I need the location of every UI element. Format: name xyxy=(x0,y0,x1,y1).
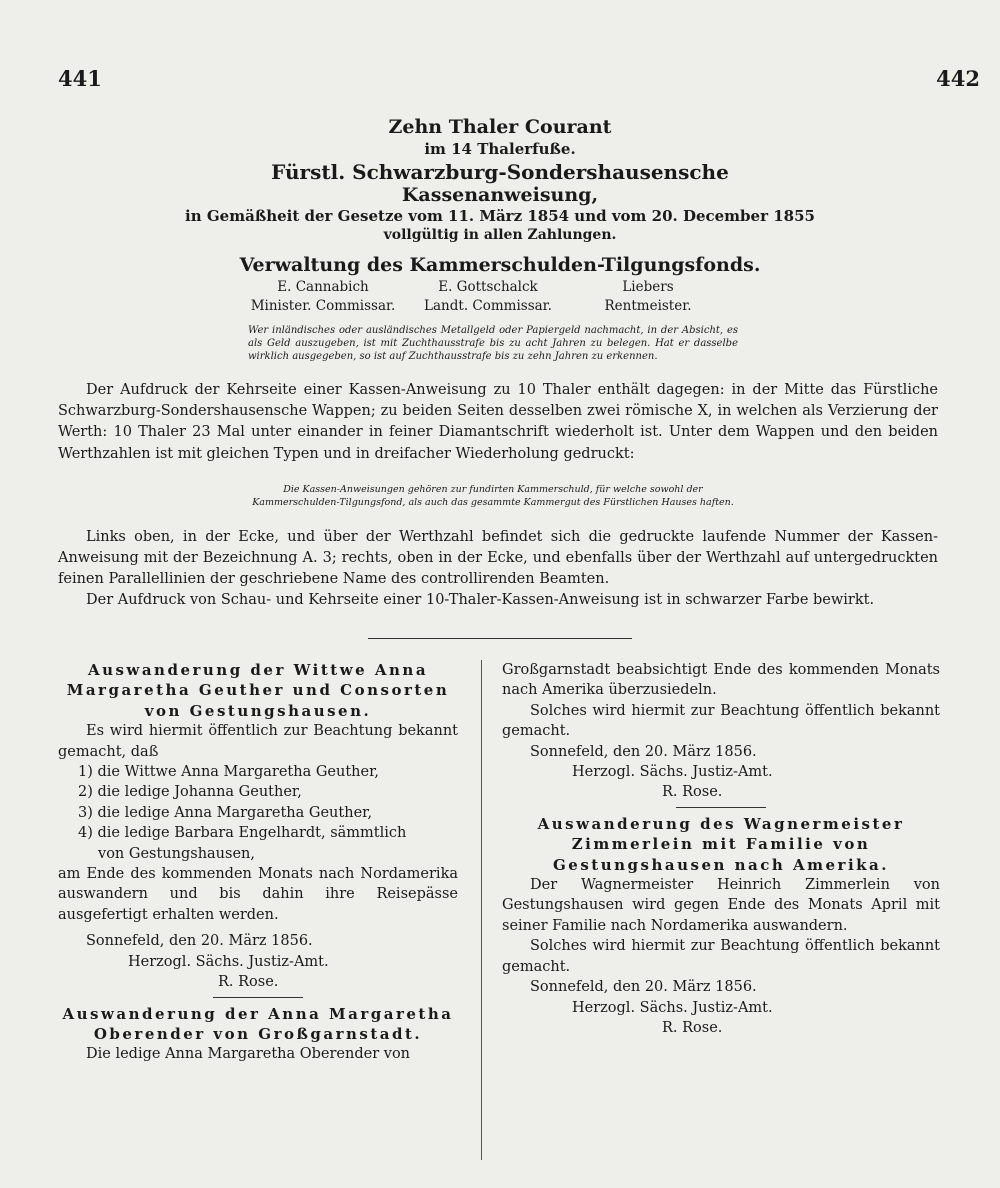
notice-body: Die ledige Anna Margaretha Oberender von xyxy=(86,1046,411,1063)
guarantee-note: Die Kassen-Anweisungen gehören zur fundirten Kammerschuld, für welche sowohl der Kammerschulden-Tilgungsfond, als auch das gesammte Kammergut des Fürstlichen Hauses haften. xyxy=(252,484,734,508)
list-item: 4) die ledige Barbara Engelhardt, sämmtlich xyxy=(78,825,407,842)
official-name: E. Cannabich xyxy=(277,279,369,295)
official-name: E. Gottschalck xyxy=(438,279,538,295)
left-column xyxy=(58,660,458,1065)
paragraph-reverse-side: Der Aufdruck der Kehrseite einer Kassen-Anweisung zu 10 Thaler enthält dagegen: in der Mitte das Fürstliche Schwarzburg-Sondershausensche Wappen; zu beiden Seiten desselben zwei römische X, in welchen als Verzierung der Werth: 10 Thaler 23 Mal unter einander in feiner Diamantschrift wiederholt ist. Unter dem Wappen und den beiden Werthzahlen ist mit gleichen Typen und in dreifacher Wiederholung gedruckt: xyxy=(58,382,938,462)
list-item: 1) die Wittwe Anna Margaretha Geuther, xyxy=(78,764,380,781)
notice-body: am Ende des kommenden Monats nach Nordamerika auswandern und bis dahin ihre Reisepässe ausgefertigt erhalten werden. xyxy=(58,866,458,923)
header-line-1: Zehn Thaler Courant xyxy=(388,116,612,138)
official-title: Landt. Commissar. xyxy=(424,298,552,314)
notice-announcement: Solches wird hiermit zur Beachtung öffentlich bekannt gemacht. xyxy=(502,702,940,740)
notice-heading: Auswanderung der Anna Margaretha Oberender von Großgarnstadt. xyxy=(62,1004,454,1043)
office-name: Herzogl. Sächs. Justiz-Amt. xyxy=(572,999,773,1016)
official-3 xyxy=(578,278,718,316)
signature: R. Rose. xyxy=(662,784,723,801)
right-column xyxy=(502,660,940,1038)
signature: R. Rose. xyxy=(662,1019,723,1036)
official-name: Liebers xyxy=(622,279,674,295)
official-title: Rentmeister. xyxy=(604,298,692,314)
header-line-3: Fürstl. Schwarzburg-Sondershausensche xyxy=(271,160,729,184)
page-number-right: 442 xyxy=(936,66,980,91)
header-line-2: im 14 Thalerfuße. xyxy=(424,140,576,158)
place-date: Sonnefeld, den 20. März 1856. xyxy=(86,933,313,950)
notice-body: Der Wagnermeister Heinrich Zimmerlein von Gestungshausen wird gegen Ende des Monats April mit seiner Familie nach Nordamerika auswandern. xyxy=(502,877,940,934)
notice-heading: Auswanderung des Wagnermeister Zimmerlein mit Familie von Gestungshausen nach Amerika. xyxy=(537,814,905,874)
place-date: Sonnefeld, den 20. März 1856. xyxy=(530,979,757,996)
office-name: Herzogl. Sächs. Justiz-Amt. xyxy=(128,953,329,970)
notice-intro: Es wird hiermit öffentlich zur Beachtung bekannt gemacht, daß xyxy=(58,723,458,760)
notice-divider xyxy=(213,997,303,998)
place-date: Sonnefeld, den 20. März 1856. xyxy=(530,743,757,760)
header-line-6: vollgültig in allen Zahlungen. xyxy=(383,227,617,243)
list-item-continuation: von Gestungshausen, xyxy=(98,845,255,862)
notice-body: Großgarnstadt beabsichtigt Ende des kommenden Monats nach Amerika überzusiedeln. xyxy=(502,662,940,699)
section-divider xyxy=(368,638,632,639)
header-line-5: in Gemäßheit der Gesetze vom 11. März 1854 und vom 20. December 1855 xyxy=(185,207,815,225)
counterfeit-warning: Wer inländisches oder ausländisches Metallgeld oder Papiergeld nachmacht, in der Absicht, es als Geld auszugeben, ist mit Zuchthausstrafe bis zu acht Jahren zu belegen. Hat er dasselbe wirklich ausgegeben, so ist auf Zuchthausstrafe bis zu zehn Jahren zu erkennen. xyxy=(248,325,738,362)
column-separator xyxy=(481,660,482,1160)
header-line-7: Verwaltung des Kammerschulden-Tilgungsfonds. xyxy=(239,254,761,276)
office-name: Herzogl. Sächs. Justiz-Amt. xyxy=(572,764,773,781)
signature: R. Rose. xyxy=(218,974,279,991)
official-1 xyxy=(248,278,398,316)
notice-heading: Auswanderung der Wittwe Anna Margaretha Geuther und Consorten von Gestungshausen. xyxy=(66,661,450,720)
official-title: Minister. Commissar. xyxy=(250,298,396,314)
list-item: 3) die ledige Anna Margaretha Geuther, xyxy=(78,804,373,821)
header-line-4: Kassenanweisung, xyxy=(401,184,599,206)
list-item: 2) die ledige Johanna Geuther, xyxy=(78,784,302,801)
official-2 xyxy=(408,278,568,316)
paragraph-numbering: Links oben, in der Ecke, und über der Werthzahl befindet sich die gedruckte laufende Nummer der Kassen-Anweisung mit der Bezeichnung A. 3; rechts, oben in der Ecke, und ebenfalls über der Werthzahl auf untergedruckten feinen Parallellinien der geschriebene Name des controllirenden Beamten. xyxy=(58,529,938,588)
notice-divider xyxy=(676,807,766,808)
page-number-left: 441 xyxy=(58,66,102,91)
paragraph-print-color: Der Aufdruck von Schau- und Kehrseite einer 10-Thaler-Kassen-Anweisung ist in schwarzer Farbe bewirkt. xyxy=(86,592,875,608)
notice-announcement: Solches wird hiermit zur Beachtung öffentlich bekannt gemacht. xyxy=(502,938,940,975)
